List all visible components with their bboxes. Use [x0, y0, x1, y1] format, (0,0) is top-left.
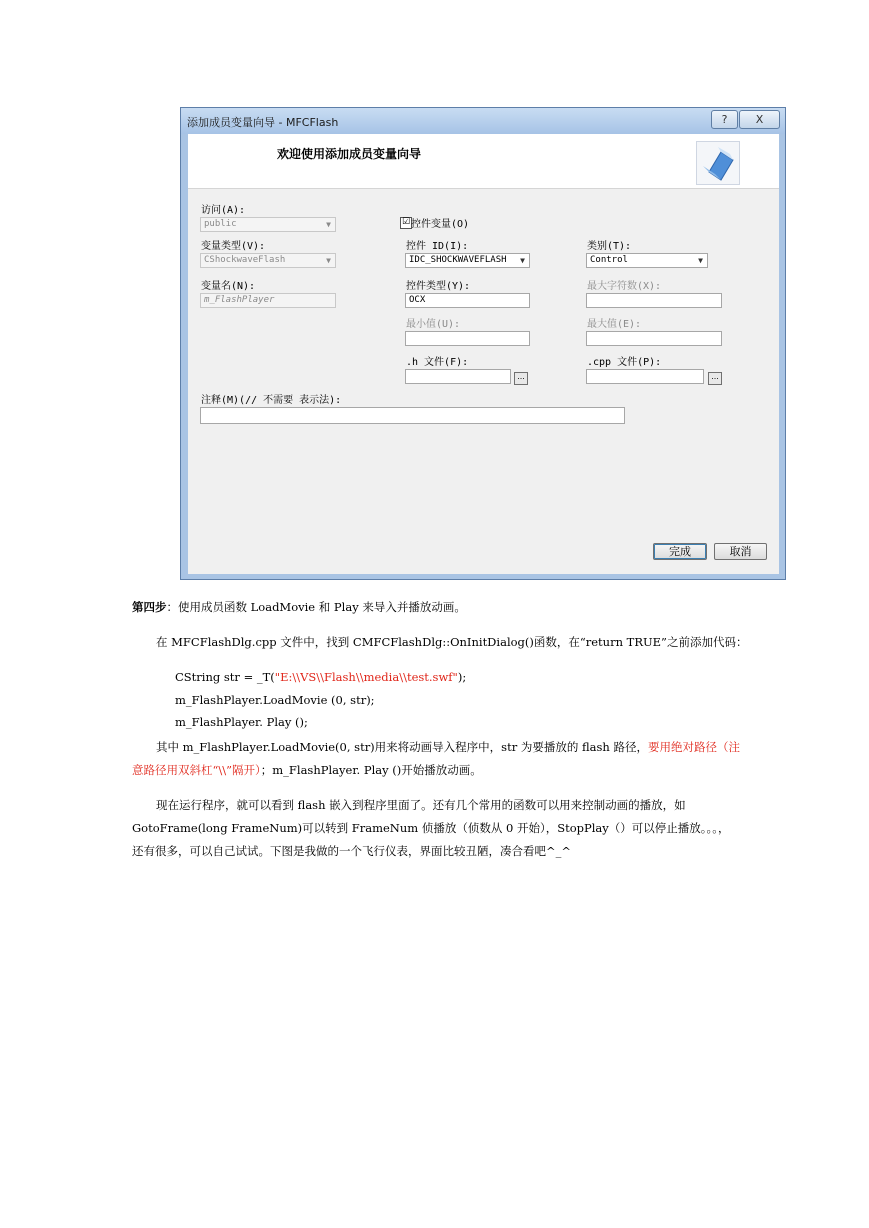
- code-line-1: [175, 670, 466, 684]
- category-label: 类别(T):: [587, 241, 632, 252]
- control-id-value: IDC_SHOCKWAVEFLASH: [409, 255, 507, 265]
- h-file-input[interactable]: [405, 369, 511, 384]
- control-variable-checkbox[interactable]: ☑: [401, 217, 411, 227]
- category-value: Control: [590, 255, 628, 265]
- min-value-label: 最小值(U):: [406, 319, 461, 330]
- dialog-title: 添加成员变量向导 - MFCFlash: [187, 116, 339, 129]
- chevron-down-icon: ▼: [326, 256, 331, 265]
- chevron-down-icon: ▼: [326, 220, 331, 229]
- variable-name-label: 变量名(N):: [201, 281, 256, 292]
- control-id-label: 控件 ID(I):: [406, 241, 469, 252]
- access-label: 访问(A):: [201, 205, 246, 216]
- access-value: public: [204, 219, 237, 229]
- paragraph-explain-line-2: [132, 762, 482, 778]
- max-value-label: 最大值(E):: [587, 319, 642, 330]
- wizard-header: [188, 134, 779, 189]
- control-variable-label: 控件变量(O): [411, 219, 470, 230]
- cancel-button[interactable]: 取消: [714, 543, 767, 560]
- max-chars-label: 最大字符数(X):: [587, 281, 662, 292]
- code-line-3: m_FlashPlayer. Play ();: [175, 715, 308, 729]
- cpp-file-browse-button[interactable]: ...: [708, 372, 722, 385]
- category-dropdown[interactable]: [586, 253, 708, 268]
- close-button[interactable]: X: [739, 110, 780, 129]
- dialog-titlebar: [181, 108, 785, 134]
- step4-text: ：使用成员函数 LoadMovie 和 Play 来导入并播放动画。: [166, 600, 466, 614]
- step4-heading: 第四步: [132, 600, 167, 614]
- max-value-input[interactable]: [586, 331, 722, 346]
- control-id-dropdown[interactable]: [405, 253, 530, 268]
- max-chars-input[interactable]: [586, 293, 722, 308]
- cpp-file-input[interactable]: [586, 369, 704, 384]
- wizard-cube-icon: [696, 141, 740, 185]
- help-button[interactable]: ?: [711, 110, 738, 129]
- access-dropdown[interactable]: [200, 217, 336, 232]
- variable-type-label: 变量类型(V):: [201, 241, 266, 252]
- chevron-down-icon: ▼: [520, 256, 525, 265]
- comment-label: 注释(M)(// 不需要 表示法):: [201, 395, 342, 406]
- control-type-label: 控件类型(Y):: [406, 281, 471, 292]
- paragraph-run-line-1: 现在运行程序，就可以看到 flash 嵌入到程序里面了。还有几个常用的函数可以用来控制动画的播放，如: [156, 798, 686, 812]
- wizard-header-title: 欢迎使用添加成员变量向导: [277, 147, 422, 161]
- h-file-browse-button[interactable]: ...: [514, 372, 528, 385]
- explain-line-2-red: 意路径用双斜杠“\\”隔开）: [132, 763, 261, 777]
- code-line-1-prefix: CString str = _T(: [175, 670, 275, 684]
- wizard-body: [188, 189, 779, 574]
- paragraph-find-oninitdialog: 在 MFCFlashDlg.cpp 文件中，找到 CMFCFlashDlg::OnInitDialog()函数，在“return TRUE”之前添加代码：: [156, 635, 748, 649]
- variable-type-dropdown[interactable]: [200, 253, 336, 268]
- min-value-input[interactable]: [405, 331, 530, 346]
- finish-button[interactable]: 完成: [653, 543, 707, 560]
- comment-input[interactable]: [200, 407, 625, 424]
- step4-paragraph: [132, 599, 466, 615]
- add-member-variable-wizard-dialog: [180, 107, 786, 580]
- code-line-1-suffix: );: [457, 670, 467, 684]
- paragraph-explain-line-1: [156, 739, 740, 755]
- h-file-label: .h 文件(F):: [406, 357, 469, 368]
- explain-line-2-text: ；m_FlashPlayer. Play ()开始播放动画。: [260, 763, 482, 777]
- explain-line-1-text: 其中 m_FlashPlayer.LoadMovie(0, str)用来将动画导入程序中，str 为要播放的 flash 路径，: [156, 740, 648, 754]
- paragraph-run-line-3: 还有很多，可以自己试试。下图是我做的一个飞行仪表，界面比较丑陋，凑合看吧^_^: [132, 844, 572, 858]
- variable-name-input[interactable]: m_FlashPlayer: [200, 293, 336, 308]
- control-type-input[interactable]: OCX: [405, 293, 530, 308]
- code-line-2: m_FlashPlayer.LoadMovie (0, str);: [175, 693, 375, 707]
- cpp-file-label: .cpp 文件(P):: [587, 357, 662, 368]
- paragraph-run-line-2: GotoFrame(long FrameNum)可以转到 FrameNum 侦播放（侦数从 0 开始），StopPlay（）可以停止播放。。。，: [132, 821, 730, 835]
- chevron-down-icon: ▼: [698, 256, 703, 265]
- explain-line-1-red: 要用绝对路径（注: [648, 740, 740, 754]
- code-line-1-string: "E:\\VS\\Flash\\media\\test.swf": [274, 670, 458, 684]
- variable-type-value: CShockwaveFlash: [204, 255, 286, 265]
